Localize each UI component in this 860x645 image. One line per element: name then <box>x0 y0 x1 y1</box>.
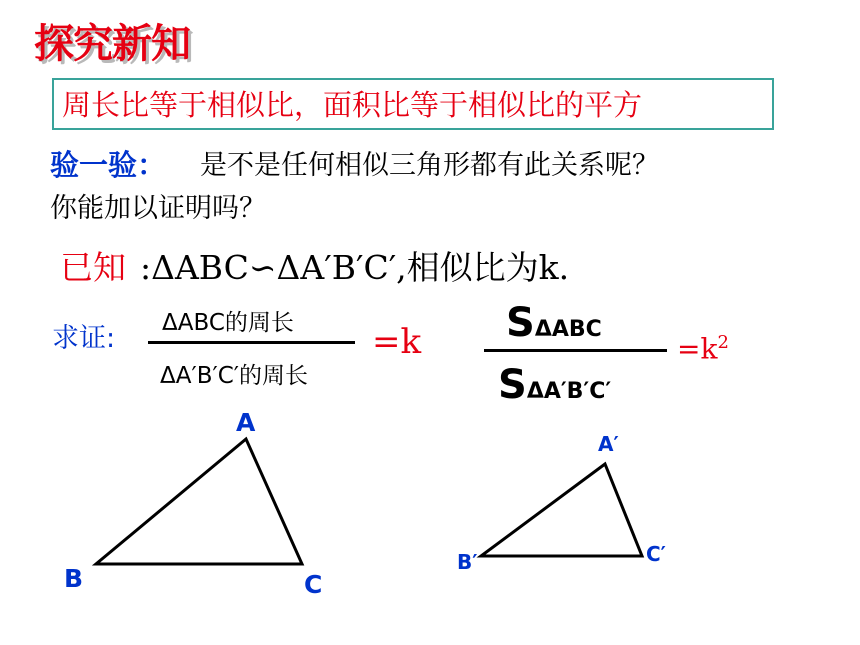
triangle-a-prime-b-prime-c-prime <box>481 464 642 556</box>
area-numerator-sub: ΔABC <box>534 317 602 342</box>
given-statement: :ΔABC∽ΔA′B′C′,相似比为k. <box>140 248 570 287</box>
vertex-b-prime-label: B′ <box>457 550 478 574</box>
area-result-text: =k <box>677 332 718 366</box>
page-title: 探究新知 <box>34 21 190 67</box>
perimeter-result: =k <box>372 322 422 362</box>
highlight-box-text: 周长比等于相似比，面积比等于相似比的平方 <box>62 88 643 122</box>
triangle-abc <box>96 439 302 564</box>
perimeter-numerator: ΔABC的周长 <box>162 310 294 336</box>
vertex-a-prime-label: A′ <box>598 432 619 456</box>
prove-label: 求证: <box>52 323 116 354</box>
vertex-c-prime-label: C′ <box>646 542 666 566</box>
area-denominator-s: S <box>498 362 527 408</box>
verify-label: 验一验： <box>50 148 167 182</box>
perimeter-denominator: ΔA′B′C′的周长 <box>160 363 308 389</box>
vertex-c-label: C <box>304 570 323 599</box>
area-result-exponent: 2 <box>717 332 729 353</box>
area-denominator-sub: ΔA′B′C′ <box>526 379 612 404</box>
vertex-b-label: B <box>64 564 84 593</box>
verify-question-line2: 你能加以证明吗？ <box>50 193 266 224</box>
vertex-a-label: A <box>236 408 256 437</box>
area-numerator-s: S <box>506 300 535 346</box>
given-label: 已知 <box>60 248 126 287</box>
verify-question-line1: 是不是任何相似三角形都有此关系呢？ <box>200 150 659 181</box>
